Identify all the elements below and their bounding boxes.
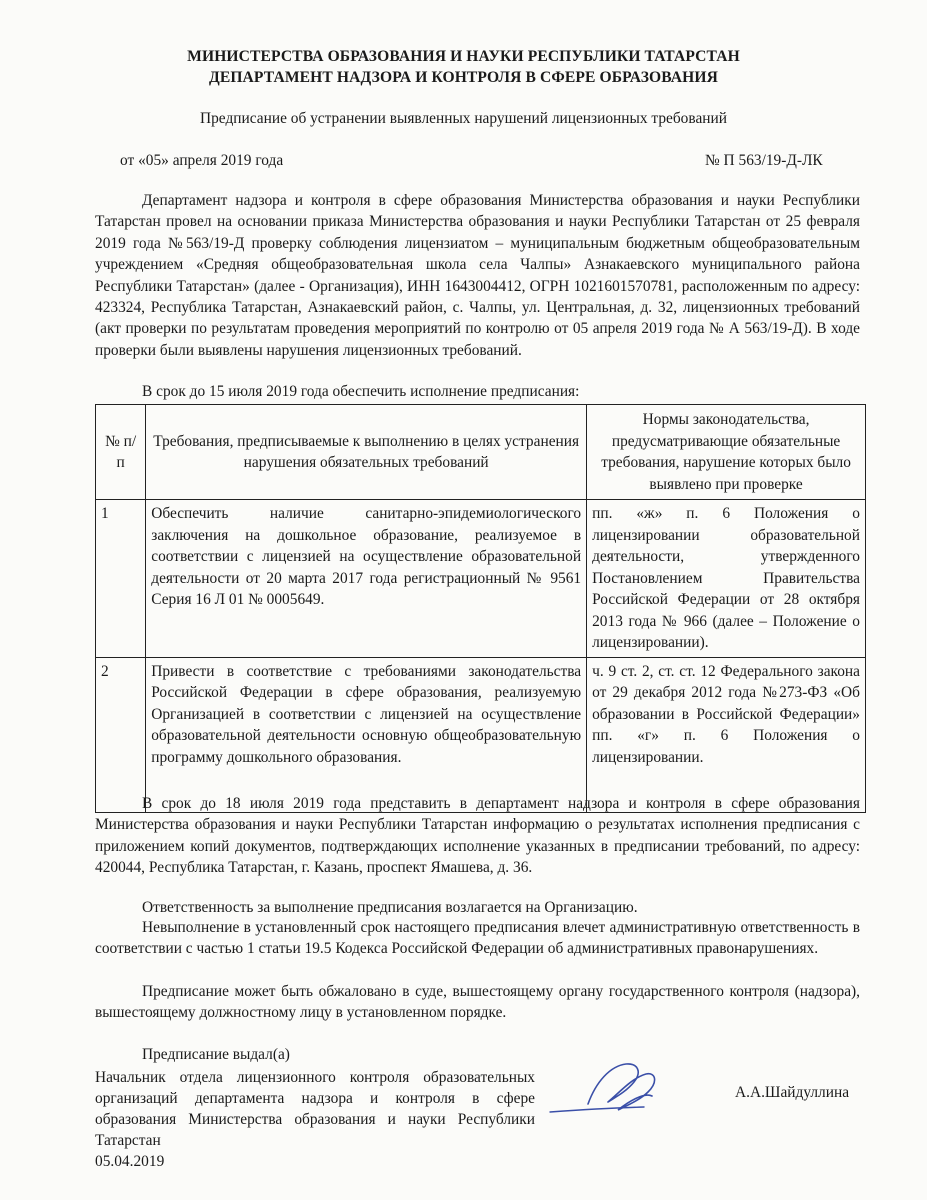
department-title: ДЕПАРТАМЕНТ НАДЗОРА И КОНТРОЛЯ В СФЕРЕ ОБРАЗОВАНИЯ <box>209 69 718 86</box>
table-row <box>96 657 866 812</box>
intro-text: Департамент надзора и контроля в сфере образования Министерства образования и науки Республики Татарстан провел на основании приказа Министерства образования и науки Республики Татарстан от 25 февраля 2019 года №563/19-Д проверку соблюдения лицензиатом – муниципальным бюджетным общеобразовательным учреждением «Средняя общеобразовательная школа села Чалпы» Азнакаевского муниципального района Республики Татарстан» (далее - Организация), ИНН 1643004412, ОГРН 1021601570781, расположенным по адресу: 423324, Республика Татарстан, Азнакаевский район, с. Чалпы, ул. Центральная, д. 32, лицензионных требований (акт проверки по результатам проведения мероприятий по контролю от 05 апреля 2019 года № А 563/19-Д). В ходе проверки были выявлены нарушения лицензионных требований. <box>95 192 860 359</box>
deadline-text: В срок до 15 июля 2019 года обеспечить исполнение предписания: <box>142 383 580 400</box>
appeal-text: Предписание может быть обжаловано в суде, вышестоящему органу государственного контроля (надзора), вышестоящему должностному лицу в установленном порядке. <box>95 983 860 1022</box>
signer-name: А.А.Шайдуллина <box>735 1084 850 1101</box>
appeal-paragraph <box>95 981 860 1024</box>
ministry-title: МИНИСТЕРСТВА ОБРАЗОВАНИЯ И НАУКИ РЕСПУБЛИКИ ТАТАРСТАН <box>187 48 740 65</box>
row-requirement: Обеспечить наличие санитарно-эпидемиологического заключения на дошкольное образование, реализуемое в соответствии с лицензией на осуществление образовательной деятельности от 20 марта 2017 года регистрационный № 9561 Серия 16 Л 01 № 0005649. <box>146 500 587 658</box>
document-date: от «05» апреля 2019 года <box>120 152 284 169</box>
requirements-table <box>95 404 866 813</box>
document-header <box>0 46 927 88</box>
table-row <box>96 500 866 658</box>
document-number: № П 563/19-Д-ЛК <box>705 152 823 169</box>
liability-paragraph <box>95 917 860 960</box>
report-text: В срок до 18 июля 2019 года представить в департамент надзора и контроля в сфере образования Министерства образования и науки Республики Татарстан информацию о результатах исполнения предписания с приложением копий документов, подтверждающих исполнение указанных в предписании требований, по адресу: 420044, Республика Татарстан, г. Казань, проспект Ямашева, д. 36. <box>95 795 860 877</box>
signer-position-block <box>95 1067 535 1172</box>
document-subtitle: Предписание об устранении выявленных нарушений лицензионных требований <box>200 110 727 127</box>
intro-paragraph <box>95 190 860 361</box>
header-norm: Нормы законодательства, предусматривающие обязательные требования, нарушение которых было выявлено при проверке <box>587 405 866 500</box>
row-requirement: Привести в соответствие с требованиями законодательства Российской Федерации в сфере образования, реализуемую Организацией в соответствии с лицензией на осуществление образовательной деятельности основную общеобразовательную программу дошкольного образования. <box>146 657 587 812</box>
issued-by-label: Предписание выдал(а) <box>142 1046 290 1063</box>
report-paragraph <box>95 793 860 879</box>
responsibility-paragraph <box>95 897 860 918</box>
table-header-row <box>96 405 866 500</box>
header-num: № п/п <box>96 405 146 500</box>
row-num: 1 <box>96 500 146 658</box>
liability-text: Невыполнение в установленный срок настоящего предписания влечет административную ответственность в соответствии с частью 1 статьи 19.5 Кодекса Российской Федерации об административных правонарушениях. <box>95 919 860 958</box>
row-num: 2 <box>96 657 146 812</box>
row-norm: пп. «ж» п. 6 Положения о лицензировании образовательной деятельности, утвержденного Постановлением Правительства Российской Федерации от 28 октября 2013 года № 966 (далее – Положение о лицензировании). <box>587 500 866 658</box>
row-norm: ч. 9 ст. 2, ст. ст. 12 Федерального закона от 29 декабря 2012 года №273-ФЗ «Об образовании в Российской Федерации» пп. «г» п. 6 Положения о лицензировании. <box>587 657 866 812</box>
handwritten-signature <box>548 1052 688 1132</box>
signature-date: 05.04.2019 <box>95 1153 165 1170</box>
signer-position: Начальник отдела лицензионного контроля образовательных организаций департамента надзора и контроля в сфере образования Министерства образования и науки Республики Татарстан <box>95 1069 535 1149</box>
deadline-paragraph <box>95 381 860 402</box>
responsibility-text: Ответственность за выполнение предписания возлагается на Организацию. <box>142 899 638 916</box>
header-requirement: Требования, предписываемые к выполнению в целях устранения нарушения обязательных требований <box>146 405 587 500</box>
